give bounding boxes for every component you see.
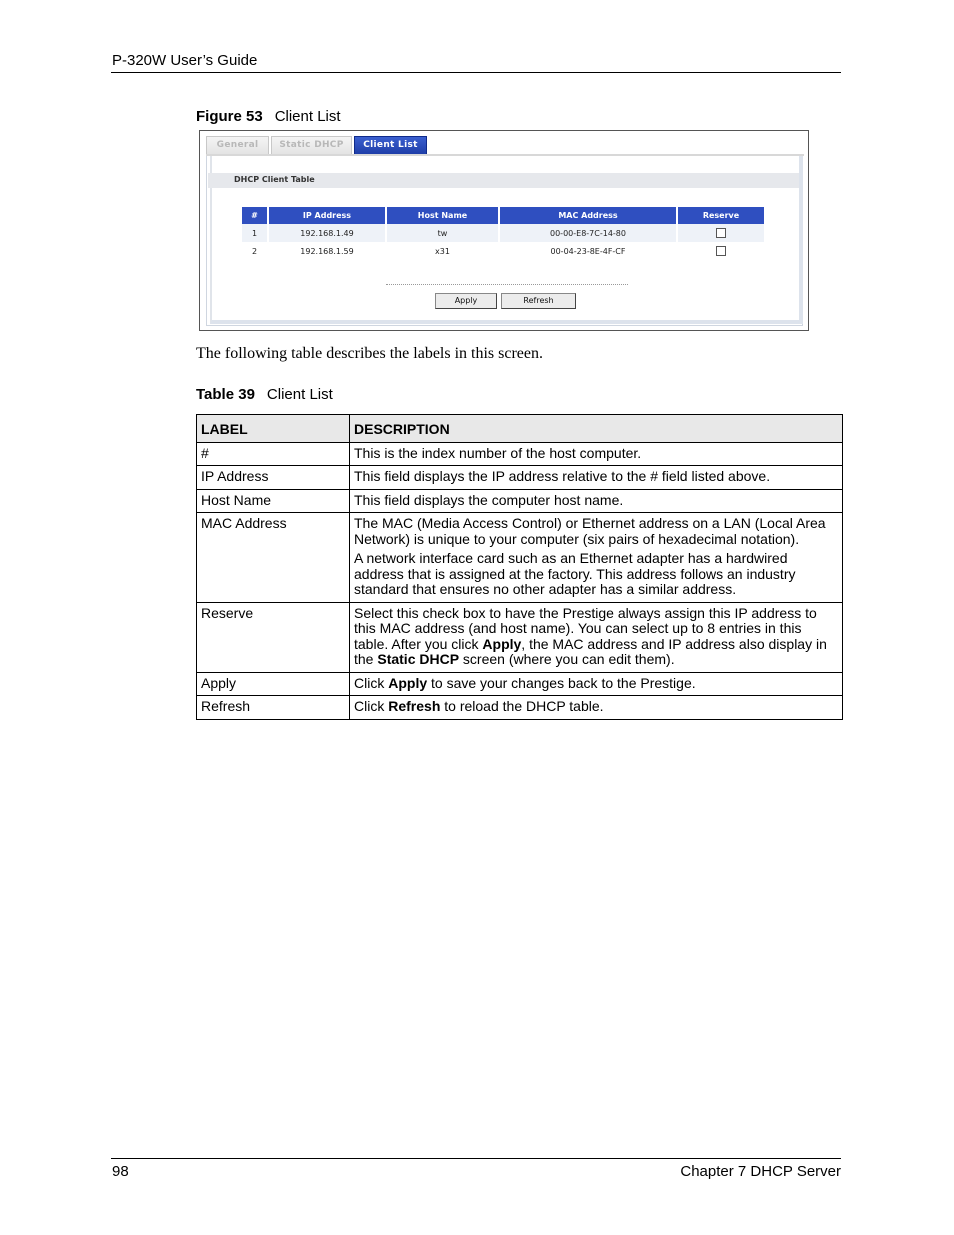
tab-general[interactable]: General	[206, 136, 269, 154]
tab-client-list[interactable]: Client List	[354, 136, 427, 154]
bold-term: Apply	[482, 635, 522, 652]
row-description	[350, 672, 843, 696]
label-description-table	[196, 414, 843, 720]
dhcp-client-table	[240, 207, 766, 260]
section-bar	[208, 173, 799, 188]
row-reserve-cell	[678, 224, 764, 242]
apply-button[interactable]: Apply	[435, 293, 497, 309]
row-description: This field displays the computer host name.	[350, 489, 843, 513]
row-description	[350, 696, 843, 720]
figure-number: Figure 53	[196, 108, 263, 125]
row-index: 1	[242, 224, 267, 242]
table-row	[197, 602, 843, 672]
page-header	[111, 52, 841, 73]
col-index: #	[242, 207, 267, 224]
table-header-row	[242, 207, 764, 224]
tab-static-dhcp[interactable]: Static DHCP	[271, 136, 352, 154]
bold-term: Static DHCP	[377, 651, 460, 667]
guide-title: P-320W User’s Guide	[112, 52, 258, 69]
col-description: DESCRIPTION	[350, 415, 843, 443]
description-text: Click	[354, 674, 389, 691]
row-label: Refresh	[197, 696, 350, 720]
page-number: 98	[112, 1163, 129, 1180]
row-label: IP Address	[197, 466, 350, 490]
col-label: LABEL	[197, 415, 350, 443]
row-ip: 192.168.1.59	[269, 242, 385, 260]
row-label: Host Name	[197, 489, 350, 513]
reserve-checkbox[interactable]	[716, 246, 726, 256]
table-row	[242, 224, 764, 242]
refresh-button[interactable]: Refresh	[501, 293, 576, 309]
col-host-name: Host Name	[387, 207, 498, 224]
table-row	[197, 466, 843, 490]
col-ip-address: IP Address	[269, 207, 385, 224]
col-reserve: Reserve	[678, 207, 764, 224]
row-index: 2	[242, 242, 267, 260]
table-row	[197, 442, 843, 466]
row-description	[350, 602, 843, 672]
row-label: #	[197, 442, 350, 466]
dotted-divider	[386, 284, 628, 285]
row-ip: 192.168.1.49	[269, 224, 385, 242]
chapter-title: Chapter 7 DHCP Server	[680, 1163, 841, 1180]
row-host: tw	[387, 224, 498, 242]
table-title: Client List	[266, 386, 333, 403]
figure-caption	[196, 108, 341, 125]
description-text: Click	[354, 698, 389, 714]
row-description: This is the index number of the host computer.	[350, 442, 843, 466]
table-number: Table 39	[196, 386, 255, 403]
table-caption	[196, 386, 333, 403]
reserve-checkbox[interactable]	[716, 228, 726, 238]
row-label: MAC Address	[197, 513, 350, 603]
description-text: screen (where you can edit them).	[459, 651, 675, 667]
row-mac: 00-00-E8-7C-14-80	[500, 224, 676, 242]
figure-title: Client List	[274, 108, 341, 125]
description-text: to reload the DHCP table.	[440, 698, 604, 714]
description-paragraph: The MAC (Media Access Control) or Ethernet address on a LAN (Local Area Network) is unique to your computer (six pairs of hexadecimal notation).	[354, 515, 826, 547]
table-row	[197, 489, 843, 513]
body-paragraph: The following table describes the labels in this screen.	[196, 345, 544, 362]
description-paragraph: A network interface card such as an Ethernet adapter has a hardwired address that is assigned at the factory. This address follows an industry standard that ensures no other adapter has a similar address.	[354, 550, 796, 597]
table-header-row	[197, 415, 843, 443]
description-text: to save your changes back to the Prestige.	[427, 674, 696, 691]
bold-term: Apply	[388, 674, 428, 691]
row-mac: 00-04-23-8E-4F-CF	[500, 242, 676, 260]
row-host: x31	[387, 242, 498, 260]
client-list-screenshot	[199, 130, 809, 331]
row-description: This field displays the IP address relative to the # field listed above.	[350, 466, 843, 490]
description-text: Select this check box to have the Prestige always assign this IP address to this MAC address (and host name). You can select up to 8 entries in this table. After you click	[354, 604, 817, 652]
table-row	[197, 696, 843, 720]
table-row	[242, 242, 764, 260]
page-footer	[111, 1158, 841, 1180]
table-row	[197, 672, 843, 696]
row-description	[350, 513, 843, 603]
row-label: Reserve	[197, 602, 350, 672]
section-title: DHCP Client Table	[234, 175, 315, 184]
row-reserve-cell	[678, 242, 764, 260]
table-row	[197, 513, 843, 603]
col-mac-address: MAC Address	[500, 207, 676, 224]
description-text: , the MAC address and IP address also display in the	[354, 635, 827, 667]
row-label: Apply	[197, 672, 350, 696]
bold-term: Refresh	[388, 698, 441, 714]
